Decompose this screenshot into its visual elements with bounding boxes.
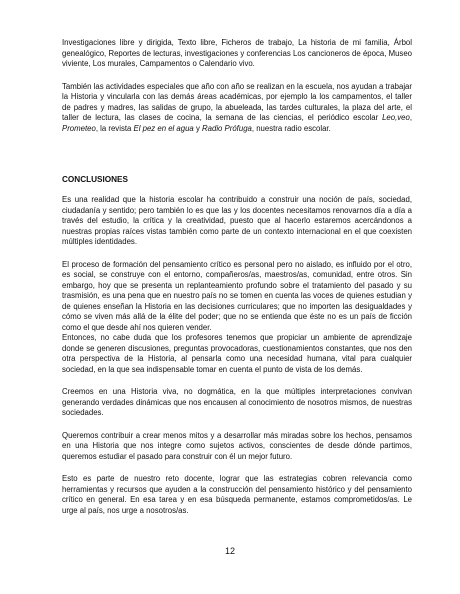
separator-text: , [409,113,412,122]
document-page [62,38,412,516]
newspaper-title: Leo,veo [382,113,410,122]
page-number: 12 [224,546,235,556]
newspaper-title: Prometeo [62,123,96,133]
separator-text: , la revista [95,123,134,133]
conclusion-paragraph: Entonces, no cabe duda que los profesores tenemos que propiciar un ambiente de aprendizaje donde se generen discusiones, preguntas provocadoras, cuestionamientos constantes, que nos den otra perspectiva de la Historia, al pensarla como una necesidad humana, vital para cualquier sociedad, en la que sea indispensable tomar en cuenta el punto de vista de los demás. [62,333,412,374]
conclusion-paragraph: El proceso de formación del pensamiento crítico es personal pero no aislado, es influido por el otro, es social, se construye con el entorno, compañeros/as, maestros/as, comunidad, entre otros. Sin embargo, hoy que se presenta un replanteamiento profundo sobre el tratamiento del pasado y su trasmisión, es una pena que en nuestro país no se tomen en cuenta las voces de quienes estudian y de quienes enseñan la Historia en las decisiones curriculares; que no importen las desigualdades y cómo se viven más allá de la élite del poder; que no se entienda que éste no es un país de ficción como el que desde ahí nos quieren vender. [62,259,412,332]
intro-paragraph-special-activities [62,82,412,135]
magazine-title: El pez en el agua [133,123,194,133]
paragraph-text: , nuestra radio escolar. [251,123,331,133]
conclusion-paragraph: Creemos en una Historia viva, no dogmática, en la que múltiples interpretaciones convivan generando verdades dinámicas que nos encausen al conocimiento de nosotros mismos, de nuestras sociedades. [62,387,412,417]
intro-paragraph-activities: Investigaciones libre y dirigida, Texto libre, Ficheros de trabajo, La historia de mi familia, Árbol genealógico, Reportes de lecturas, investigaciones y conferencias Los cancioneros de época, Museo viviente, Los murales, Campamentos o Calendario vivo. [62,38,412,68]
conclusion-paragraph: Queremos contribuir a crear menos mitos y a desarrollar más miradas sobre los hechos, pensamos en una Historia que nos integre como sujetos activos, conscientes de desde dónde partimos, queremos estudiar el pasado para construir con él un mejor futuro. [62,430,412,461]
conclusion-paragraph: Es una realidad que la historia escolar ha contribuido a construir una noción de país, sociedad, ciudadanía y sentido; pero también lo es que las y los docentes necesitamos renovarnos día a día a través del estudio, la crítica y la creatividad, puesto que al hacerlo estaremos acercándonos a nuestras propias raíces vistas también como parte de un contexto internacional en el que coexisten múltiples identidades. [62,195,412,246]
conclusion-paragraph: Esto es parte de nuestro reto docente, lograr que las estrategias cobren relevancia como herramientas y recursos que ayuden a la construcción del pensamiento histórico y del pensamiento crítico en general. En esa tarea y en esa búsqueda permanente, estamos comprometidos/as. Le urge al país, nos urge a nosotros/as. [62,474,412,515]
radio-title: Radio Prófuga [202,123,252,133]
section-heading: CONCLUSIONES [62,175,128,184]
separator-text: y [193,123,203,133]
paragraph-text: También las actividades especiales que año con año se realizan en la escuela, nos ayudan a trabajar la Historia y vincularla con las demás áreas académicas, por ejemplo la los campamentos, el taller de padres y madres, las salidas de grupo, la abueleada, las tardes culturales, la plaza del arte, el taller de lectura, las clases de cocina, la semana de las ciencias, el periódico escolar [62,81,412,122]
